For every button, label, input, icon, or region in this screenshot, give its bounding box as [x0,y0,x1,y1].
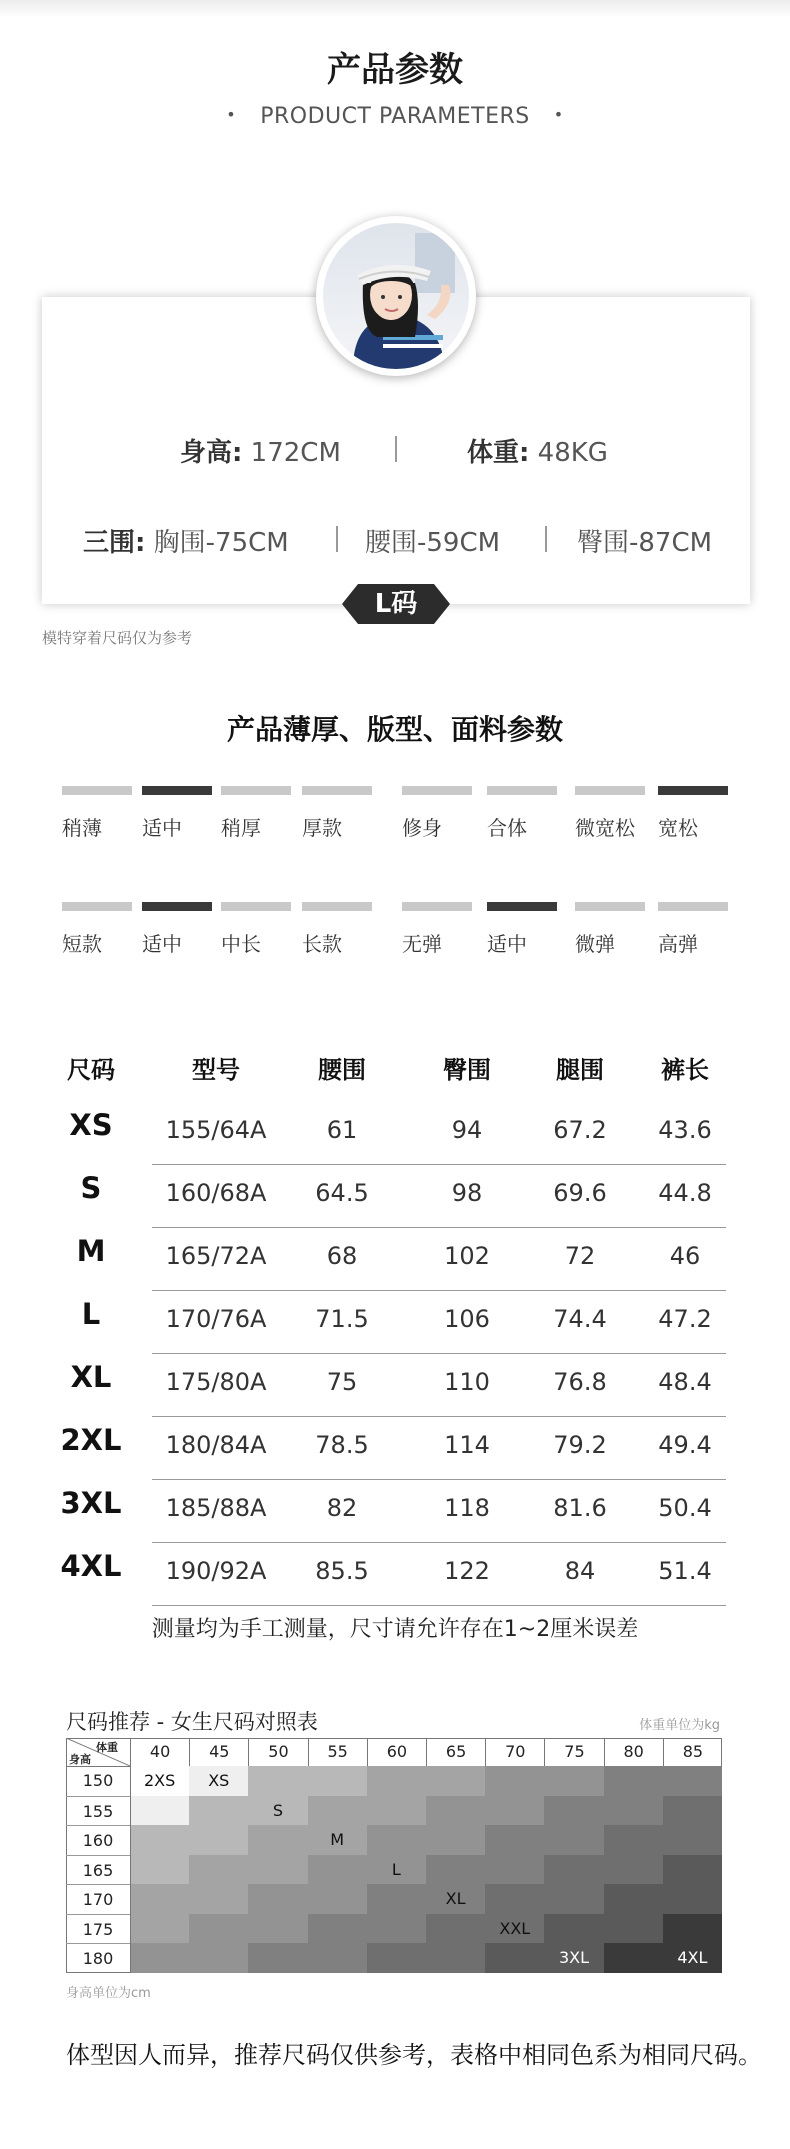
table-cell: 175/80A [165,1368,267,1396]
table-cell: 51.4 [658,1557,712,1585]
table-cell: 165/72A [165,1242,267,1270]
size-name-cell: XS [69,1108,113,1142]
table-cell: 155/64A [165,1116,267,1144]
divider [336,526,338,552]
weight-header: 70 [485,1738,544,1766]
param-bar [221,902,291,911]
grid-cell [426,1766,486,1796]
table-cell: 106 [444,1305,490,1333]
param-bar [62,786,132,795]
table-cell: 170/76A [165,1305,267,1333]
table-header-cell: 型号 [192,1056,240,1084]
grid-cell [485,1855,545,1885]
weight-header: 65 [426,1738,485,1766]
param-label: 稍薄 [62,816,102,840]
grid-cell [544,1825,604,1855]
table-cell: 122 [444,1557,490,1585]
grid-cell [485,1766,545,1796]
table-cell: 118 [444,1494,490,1522]
bottom-note: 体型因人而异，推荐尺码仅供参考，表格中相同色系为相同尺码。 [66,2041,762,2069]
grid-cell [189,1796,249,1826]
param-label: 适中 [142,816,182,840]
height-label: 身高: [180,438,243,468]
grid-cell [426,1855,486,1885]
grid-cell [663,1825,723,1855]
waist-value: 腰围-59CM [365,528,501,558]
table-cell: 190/92A [165,1557,267,1585]
grid-cell [544,1855,604,1885]
table-cell: 185/88A [165,1494,267,1522]
table-cell: 114 [444,1431,490,1459]
grid-cell [367,1884,427,1914]
weight-label: 体重: [467,438,530,468]
table-row [0,1291,790,1354]
grid-cell [367,1825,427,1855]
grid-cell [426,1796,486,1826]
table-cell: 69.6 [553,1179,607,1207]
weight-header: 60 [367,1738,426,1766]
weight-unit-note: 体重单位为kg [639,1718,720,1733]
table-cell: 180/84A [165,1431,267,1459]
weight-header: 55 [308,1738,367,1766]
param-label: 适中 [487,932,527,956]
subtitle-text: PRODUCT PARAMETERS [260,104,530,129]
table-row [0,1354,790,1417]
table-cell: 68 [326,1242,358,1270]
page-title: 产品参数 [327,50,463,90]
param-bar-selected [142,902,212,911]
row-divider [152,1605,726,1606]
table-cell: 84 [564,1557,596,1585]
grid-cell [367,1914,427,1944]
height-header: 180 [66,1943,130,1973]
grid-cell [248,1914,308,1944]
grid-cell [367,1766,427,1796]
table-cell: 49.4 [658,1431,712,1459]
model-size-badge [342,584,450,624]
grid-cell [248,1825,308,1855]
height-unit-note: 身高单位为cm [66,1986,151,2001]
grid-cell [604,1796,664,1826]
size-name-cell: 4XL [60,1549,122,1583]
param-label: 适中 [142,932,182,956]
param-label: 短款 [62,932,102,956]
table-cell: 98 [451,1179,483,1207]
top-fade [0,0,790,18]
grid-cell [248,1766,308,1796]
grid-cell [544,1766,604,1796]
weight-header: 80 [604,1738,663,1766]
table-cell: 74.4 [553,1305,607,1333]
table-cell: 75 [326,1368,358,1396]
param-bar [302,902,372,911]
table-header-cell: 裤长 [661,1056,709,1084]
table-cell: 67.2 [553,1116,607,1144]
grid-cell [130,1855,190,1885]
size-label: XL [445,1889,466,1908]
grid-cell [189,1884,249,1914]
grid-cell [544,1884,604,1914]
size-badge-text: L码 [374,589,418,619]
model-avatar [316,216,476,376]
table-cell: 160/68A [165,1179,267,1207]
height-header: 170 [66,1884,130,1914]
grid-cell [130,1943,190,1973]
table-cell: 64.5 [315,1179,369,1207]
table-cell: 61 [326,1116,358,1144]
height-header: 155 [66,1796,130,1826]
grid-cell [130,1796,190,1826]
grid-cell [604,1914,664,1944]
size-label: L [391,1859,401,1879]
table-row [0,1102,790,1165]
grid-cell [308,1914,368,1944]
subtitle-dot-right: • [553,105,564,124]
grid-cell [189,1943,249,1973]
size-name-cell: XL [70,1360,112,1394]
corner-weight-label: 体重 [96,1741,118,1754]
params-title: 产品薄厚、版型、面料参数 [226,713,563,746]
size-name-cell: 2XL [60,1423,122,1457]
param-bar [302,786,372,795]
param-bar-selected [487,902,557,911]
table-cell: 43.6 [658,1116,712,1144]
measure-label: 三围: [83,528,146,558]
table-row [0,1417,790,1480]
size-label: 2XS [143,1771,176,1790]
param-bar [575,902,645,911]
size-label: S [272,1800,284,1820]
model-note: 模特穿着尺码仅为参考 [42,629,193,647]
grid-cell [308,1855,368,1885]
table-cell: 82 [326,1494,358,1522]
grid-cell [544,1796,604,1826]
page-subtitle [0,104,790,129]
recommend-title: 尺码推荐 - 女生尺码对照表 [66,1710,318,1734]
measure-note: 测量均为手工测量，尺寸请允许存在1~2厘米误差 [151,1617,639,1642]
grid-cell [130,1914,190,1944]
weight-header: 75 [544,1738,603,1766]
table-cell: 85.5 [315,1557,369,1585]
size-label: M [330,1830,345,1849]
param-label: 微宽松 [575,816,635,840]
model-measurements [83,522,289,559]
size-name-cell: L [81,1297,101,1331]
size-label: XXL [499,1918,531,1938]
height-header: 165 [66,1855,130,1885]
grid-cell [485,1796,545,1826]
table-cell: 94 [451,1116,483,1144]
grid-cell [604,1884,664,1914]
table-cell: 78.5 [315,1431,369,1459]
param-label: 厚款 [302,816,342,840]
param-bar [402,786,472,795]
table-row [0,1480,790,1543]
height-header: 150 [82,1771,114,1790]
table-row [0,1165,790,1228]
table-cell: 102 [444,1242,490,1270]
weight-value: 48KG [537,438,608,468]
grid-cell [308,1943,368,1973]
param-bar-selected [658,786,728,795]
grid-cell [663,1914,723,1944]
param-label: 微弹 [575,932,615,956]
table-header-cell: 臀围 [443,1056,491,1084]
weight-header: 50 [248,1738,307,1766]
param-bar [62,902,132,911]
param-label: 无弹 [402,932,442,956]
table-cell: 44.8 [658,1179,712,1207]
grid-cell [248,1855,308,1885]
table-cell: 50.4 [658,1494,712,1522]
table-header-cell: 尺码 [67,1056,115,1084]
divider [395,436,397,462]
table-header-cell: 腰围 [318,1056,366,1084]
bust-value: 胸围-75CM [153,528,289,558]
grid-cell [130,1825,190,1855]
divider [545,526,547,552]
grid-cell [189,1855,249,1885]
weight-header: 40 [130,1738,189,1766]
height-header: 175 [66,1914,130,1944]
table-header-cell: 腿围 [556,1056,604,1084]
grid-cell [604,1943,664,1973]
param-label: 中长 [221,932,261,956]
size-label: 4XL [677,1948,708,1967]
corner-height-label: 身高 [69,1753,91,1766]
table-cell: 72 [564,1242,596,1270]
param-label: 合体 [487,816,527,840]
grid-cell [189,1825,249,1855]
grid-cell [189,1914,249,1944]
size-name-cell: M [76,1234,106,1268]
model-height [180,432,341,469]
table-cell: 79.2 [553,1431,607,1459]
grid-cell [485,1943,545,1973]
param-bar [402,902,472,911]
param-bar [658,902,728,911]
grid-cell [604,1766,664,1796]
grid-cell [130,1884,190,1914]
grid-cell [426,1914,486,1944]
grid-cell [663,1766,723,1796]
grid-cell [426,1825,486,1855]
param-label: 长款 [302,932,342,956]
model-weight [467,432,608,469]
size-label: XS [208,1771,230,1790]
grid-cell [308,1884,368,1914]
grid-cell [485,1884,545,1914]
grid-cell [248,1884,308,1914]
grid-cell [663,1884,723,1914]
height-header: 160 [66,1825,130,1855]
hip-value: 臀围-87CM [577,528,713,558]
grid-cell [604,1855,664,1885]
grid-cell [367,1796,427,1826]
grid-cell [544,1914,604,1944]
table-row [0,1228,790,1291]
grid-cell [426,1943,486,1973]
param-label: 稍厚 [221,816,261,840]
param-bar-selected [142,786,212,795]
grid-cell [604,1825,664,1855]
grid-cell [248,1943,308,1973]
table-cell: 110 [444,1368,490,1396]
weight-header: 45 [189,1738,248,1766]
param-label: 宽松 [658,816,698,840]
height-value: 172CM [250,438,341,468]
table-cell: 81.6 [553,1494,607,1522]
grid-cell [485,1825,545,1855]
param-bar [221,786,291,795]
table-cell: 46 [669,1242,701,1270]
size-name-cell: S [80,1171,102,1205]
table-cell: 47.2 [658,1305,712,1333]
grid-cell [308,1796,368,1826]
param-bar [487,786,557,795]
table-row [0,1543,790,1606]
size-label: 3XL [558,1948,590,1967]
model-photo-icon [323,223,469,369]
grid-cell [663,1796,723,1826]
param-label: 修身 [402,816,442,840]
param-label: 高弹 [658,932,698,956]
table-cell: 48.4 [658,1368,712,1396]
size-name-cell: 3XL [60,1486,122,1520]
param-bar [575,786,645,795]
grid-cell [663,1855,723,1885]
table-cell: 76.8 [553,1368,607,1396]
grid-cell [308,1766,368,1796]
grid-cell [367,1943,427,1973]
subtitle-dot-left: • [226,105,237,124]
table-cell: 71.5 [315,1305,369,1333]
weight-header: 85 [663,1738,722,1766]
